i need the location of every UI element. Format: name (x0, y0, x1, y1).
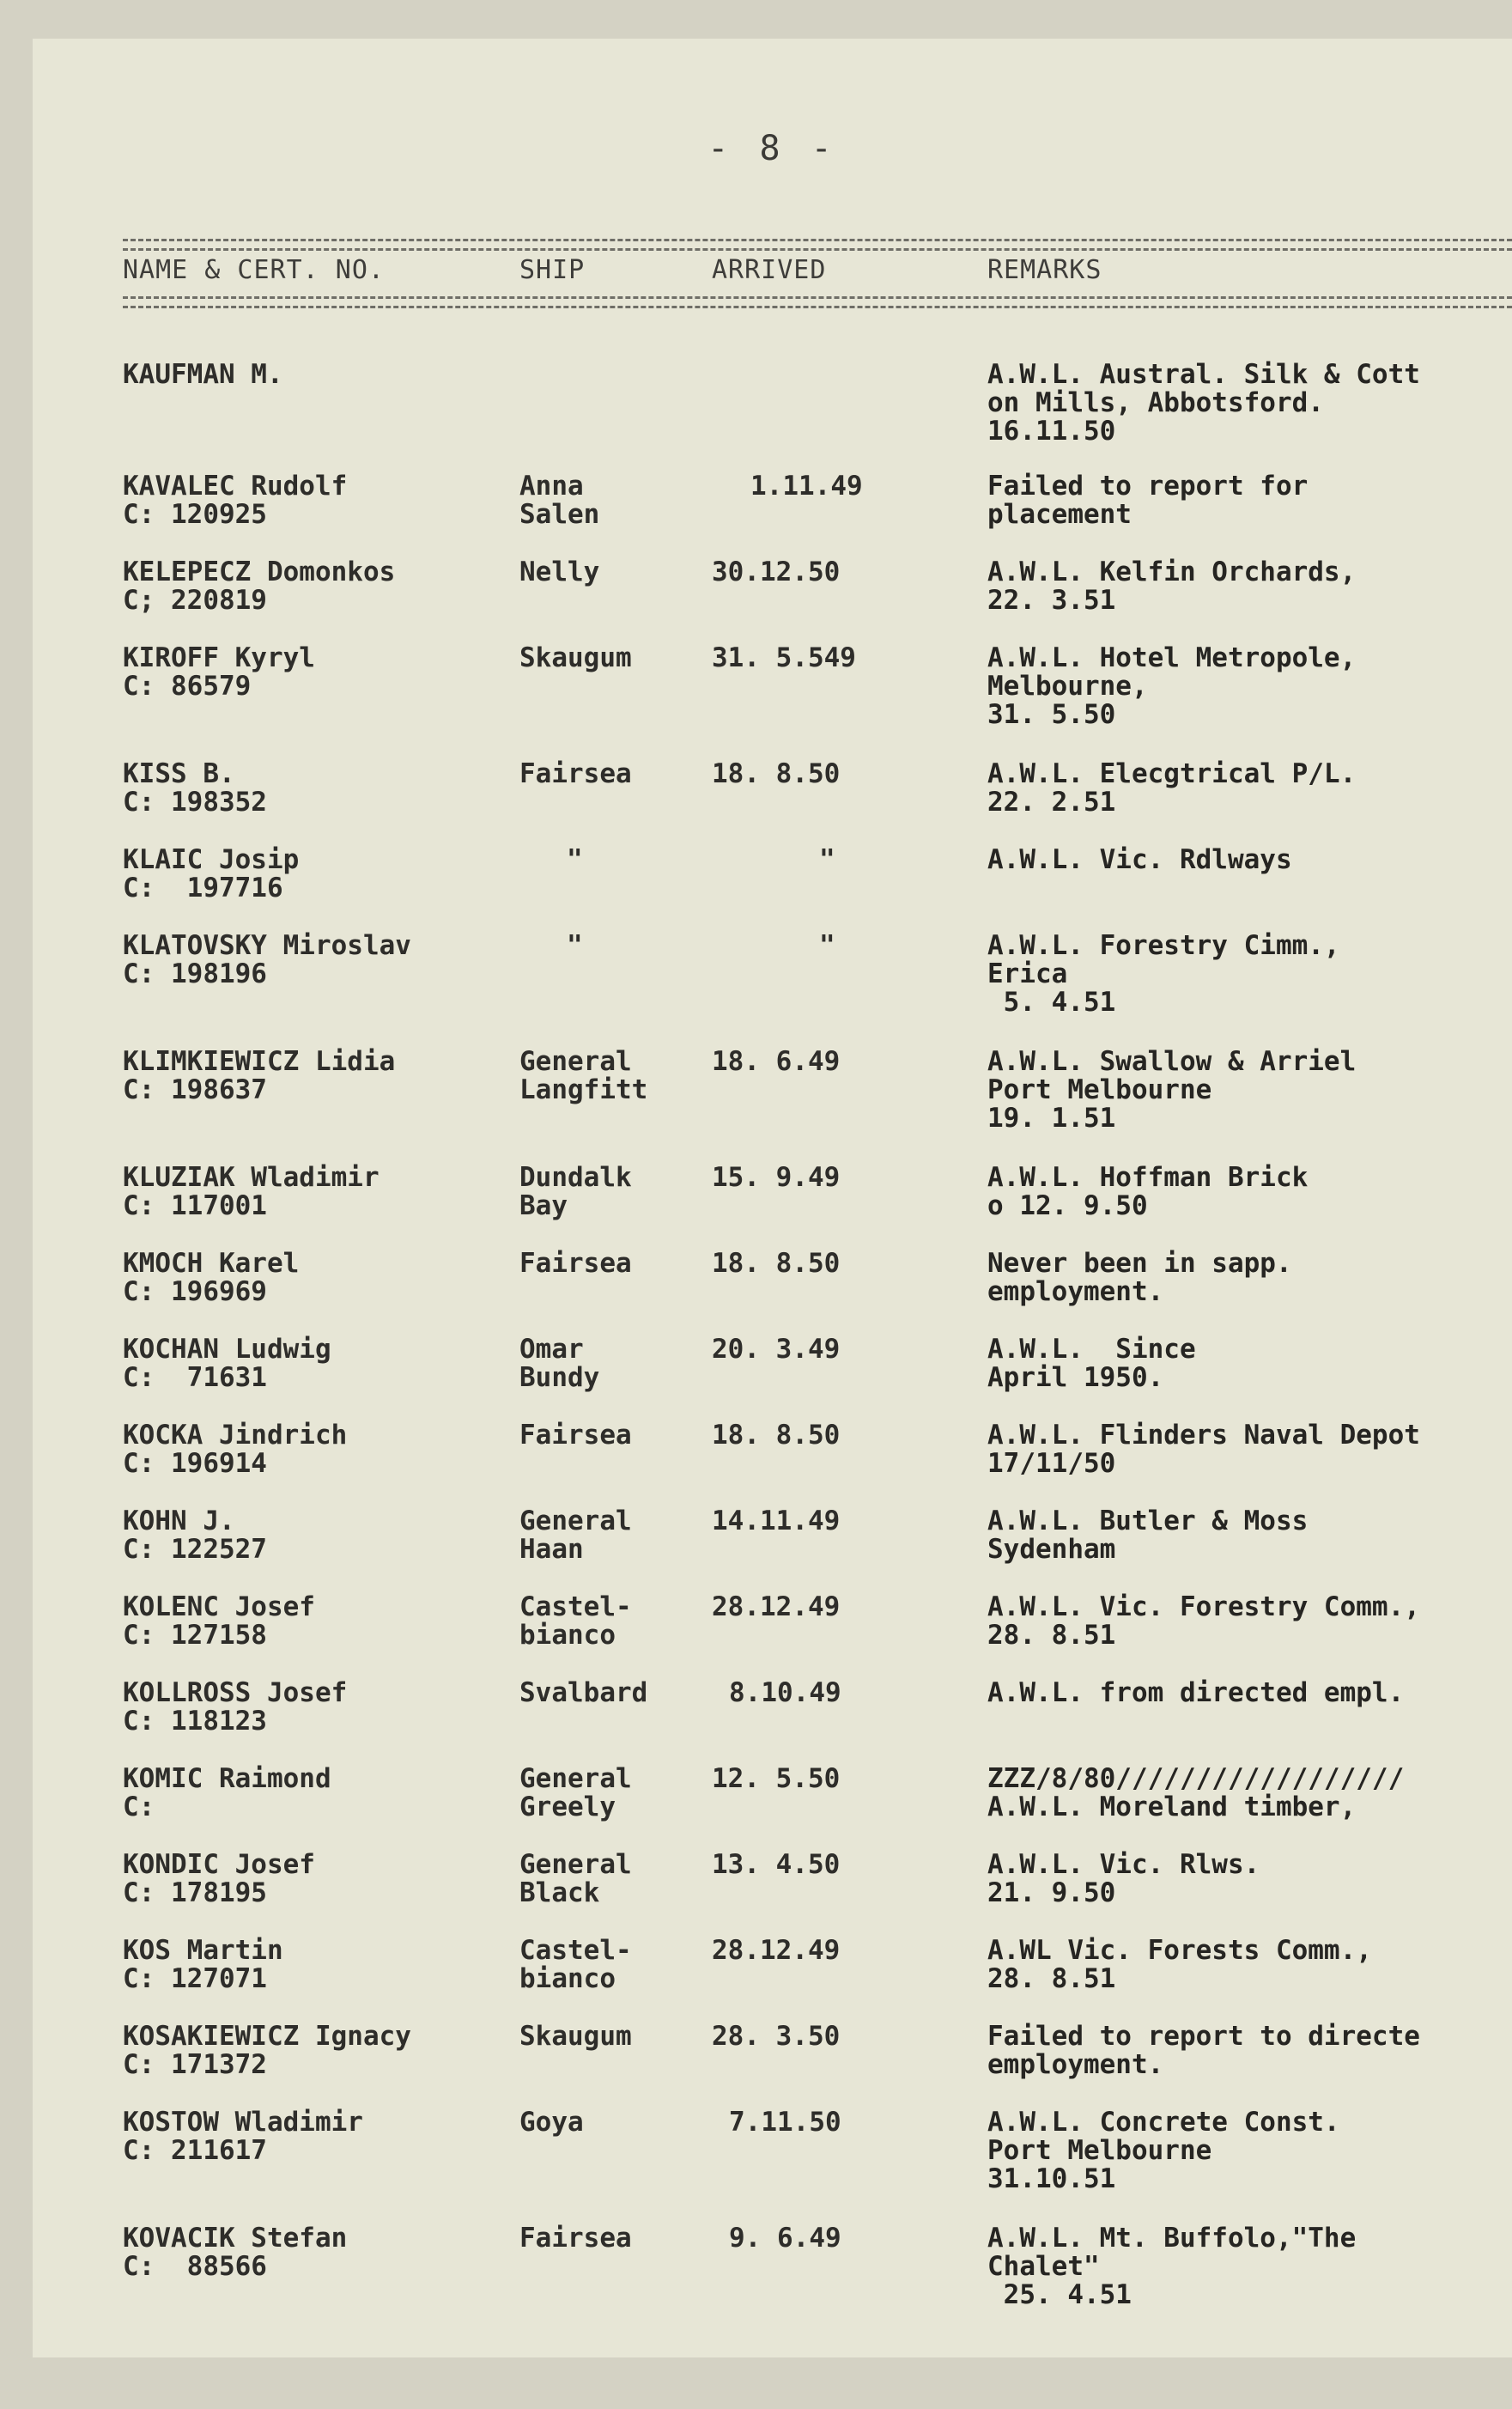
ship-name: Dundalk Bay (519, 1162, 632, 1221)
certificate-number: C; 220819 (123, 585, 267, 616)
person-name: KOLLROSS Josef (123, 1677, 348, 1708)
ship-name: Fairsea (519, 1420, 632, 1451)
arrival-date: 1.11.49 (750, 471, 863, 502)
record-name (123, 2224, 347, 2281)
certificate-number: C: 198637 (123, 1074, 267, 1105)
arrival-date: 13. 4.50 (712, 1849, 841, 1880)
remarks-text: A.W.L. Butler & Moss Sydenham (987, 1506, 1309, 1565)
ship-name: General Langfitt (519, 1046, 648, 1105)
record-name (123, 2108, 363, 2165)
remarks-text: Failed to report to directe employment. (987, 2021, 1420, 2080)
certificate-number: C: 196914 (123, 1448, 267, 1479)
certificate-number: C: 86579 (123, 671, 252, 702)
arrival-date: 20. 3.49 (712, 1334, 841, 1365)
person-name: KAVALEC Rudolf (123, 471, 348, 502)
record-name (123, 760, 267, 817)
arrival-date: 18. 8.50 (712, 1420, 841, 1451)
arrival-date: 7.11.50 (729, 2107, 841, 2138)
person-name: KOCHAN Ludwig (123, 1334, 331, 1365)
header-arrived: ARRIVED (712, 255, 827, 285)
remarks-text: Failed to report for placement (987, 471, 1309, 530)
ship-name: General Greely (519, 1763, 632, 1822)
person-name: KIROFF Kyryl (123, 642, 315, 673)
remarks-text: A.W.L. Forestry Cimm., Erica 5. 4.51 (987, 930, 1340, 1018)
record-name (123, 2023, 411, 2079)
person-name: KLATOVSKY Miroslav (123, 930, 411, 961)
person-name: KELEPECZ Domonkos (123, 557, 396, 587)
record-name (123, 644, 315, 701)
person-name: KOCKA Jindrich (123, 1420, 348, 1451)
certificate-number: C: 122527 (123, 1534, 267, 1565)
ship-name: Goya (519, 2107, 584, 2138)
header-ship: SHIP (519, 255, 586, 285)
arrival-date: " (819, 844, 835, 875)
ship-name: General Haan (519, 1506, 632, 1565)
person-name: KOSTOW Wladimir (123, 2107, 363, 2138)
arrival-date: 30.12.50 (712, 557, 841, 587)
record-name (123, 1250, 299, 1306)
person-name: KLIMKIEWICZ Lidia (123, 1046, 396, 1077)
arrival-date: 28. 3.50 (712, 2021, 841, 2052)
record-name (123, 1593, 315, 1650)
record-name (123, 1679, 347, 1736)
record-name (123, 558, 395, 615)
ship-name: " (567, 930, 583, 961)
remarks-text: A.W.L. Since April 1950. (987, 1334, 1196, 1393)
remarks-text: A.W.L. Elecgtrical P/L. 22. 2.51 (987, 758, 1357, 818)
header-remarks: REMARKS (987, 255, 1102, 285)
arrival-date: 28.12.49 (712, 1591, 841, 1622)
remarks-text: A.W.L. Vic. Rdlways (987, 844, 1292, 875)
person-name: KAUFMAN M. (123, 359, 283, 390)
person-name: KLUZIAK Wladimir (123, 1162, 380, 1193)
record-name (123, 361, 283, 389)
record-name (123, 1164, 380, 1220)
certificate-number: C: 197716 (123, 873, 283, 903)
remarks-text: ZZZ/8/80////////////////// A.W.L. Moreland timber, (987, 1763, 1405, 1822)
remarks-text: A.W.L. from directed empl. (987, 1677, 1405, 1708)
arrival-date: 18. 8.50 (712, 758, 841, 789)
person-name: KOHN J. (123, 1506, 235, 1536)
ship-name: Skaugum (519, 642, 632, 673)
ship-name: Nelly (519, 557, 600, 587)
remarks-text: A.W.L. Vic. Forestry Comm., 28. 8.51 (987, 1591, 1420, 1651)
certificate-number: C: 211617 (123, 2135, 267, 2166)
certificate-number: C: 71631 (123, 1362, 267, 1393)
certificate-number: C: 117001 (123, 1190, 267, 1221)
remarks-text: A.W.L. Kelfin Orchards, 22. 3.51 (987, 557, 1357, 616)
certificate-number: C: 171372 (123, 2049, 267, 2080)
certificate-number: C: 120925 (123, 499, 267, 530)
certificate-number: C: 127158 (123, 1620, 267, 1651)
remarks-text: Never been in sapp. employment. (987, 1248, 1292, 1307)
ship-name: Castel- bianco (519, 1935, 632, 1994)
certificate-number: C: 198352 (123, 787, 267, 818)
header-rule-bottom (123, 296, 1512, 308)
certificate-number: C: 196969 (123, 1276, 267, 1307)
remarks-text: A.WL Vic. Forests Comm., 28. 8.51 (987, 1935, 1372, 1994)
record-name (123, 1421, 347, 1478)
certificate-number: C: 118123 (123, 1706, 267, 1737)
arrival-date: 31. 5.549 (712, 642, 856, 673)
arrival-date: " (819, 930, 835, 961)
remarks-text: A.W.L. Vic. Rlws. 21. 9.50 (987, 1849, 1260, 1908)
person-name: KOVACIK Stefan (123, 2223, 348, 2254)
remarks-text: A.W.L. Concrete Const. Port Melbourne 31.10.51 (987, 2107, 1340, 2194)
certificate-number: C: (123, 1792, 155, 1822)
arrival-date: 18. 6.49 (712, 1046, 841, 1077)
document-page (33, 39, 1512, 2357)
person-name: KISS B. (123, 758, 235, 789)
ship-name: Omar Bundy (519, 1334, 600, 1393)
person-name: KOSAKIEWICZ Ignacy (123, 2021, 411, 2052)
record-name (123, 472, 347, 529)
ship-name: Svalbard (519, 1677, 648, 1708)
arrival-date: 12. 5.50 (712, 1763, 841, 1794)
person-name: KLAIC Josip (123, 844, 300, 875)
person-name: KONDIC Josef (123, 1849, 315, 1880)
record-name (123, 846, 299, 903)
ship-name: " (567, 844, 583, 875)
certificate-number: C: 198196 (123, 958, 267, 989)
ship-name: Fairsea (519, 758, 632, 789)
ship-name: Castel- bianco (519, 1591, 632, 1651)
arrival-date: 14.11.49 (712, 1506, 841, 1536)
remarks-text: A.W.L. Flinders Naval Depot 17/11/50 (987, 1420, 1420, 1479)
arrival-date: 18. 8.50 (712, 1248, 841, 1279)
person-name: KOMIC Raimond (123, 1763, 331, 1794)
certificate-number: C: 178195 (123, 1877, 267, 1908)
certificate-number: C: 88566 (123, 2251, 267, 2282)
arrival-date: 9. 6.49 (729, 2223, 841, 2254)
record-name (123, 1048, 395, 1104)
person-name: KOLENC Josef (123, 1591, 315, 1622)
remarks-text: A.W.L. Swallow & Arriel Port Melbourne 19. 1.51 (987, 1046, 1357, 1134)
person-name: KOS Martin (123, 1935, 283, 1966)
arrival-date: 8.10.49 (729, 1677, 841, 1708)
ship-name: General Black (519, 1849, 632, 1908)
header-rule-top (123, 239, 1512, 251)
ship-name: Skaugum (519, 2021, 632, 2052)
remarks-text: A.W.L. Hotel Metropole, Melbourne, 31. 5.50 (987, 642, 1357, 730)
remarks-text: A.W.L. Hoffman Brick o 12. 9.50 (987, 1162, 1309, 1221)
header-name: NAME & CERT. NO. (123, 255, 385, 285)
arrival-date: 28.12.49 (712, 1935, 841, 1966)
ship-name: Anna Salen (519, 471, 600, 530)
record-name (123, 1851, 315, 1907)
ship-name: Fairsea (519, 2223, 632, 2254)
record-name (123, 1765, 331, 1822)
record-name (123, 1937, 283, 1993)
page-number: - 8 - (707, 129, 837, 168)
person-name: KMOCH Karel (123, 1248, 300, 1279)
remarks-text: A.W.L. Austral. Silk & Cott on Mills, Abbotsford. 16.11.50 (987, 359, 1420, 447)
record-name (123, 1507, 267, 1564)
record-name (123, 932, 411, 989)
record-name (123, 1335, 331, 1392)
certificate-number: C: 127071 (123, 1963, 267, 1994)
arrival-date: 15. 9.49 (712, 1162, 841, 1193)
ship-name: Fairsea (519, 1248, 632, 1279)
remarks-text: A.W.L. Mt. Buffolo,"The Chalet" 25. 4.51 (987, 2223, 1357, 2310)
